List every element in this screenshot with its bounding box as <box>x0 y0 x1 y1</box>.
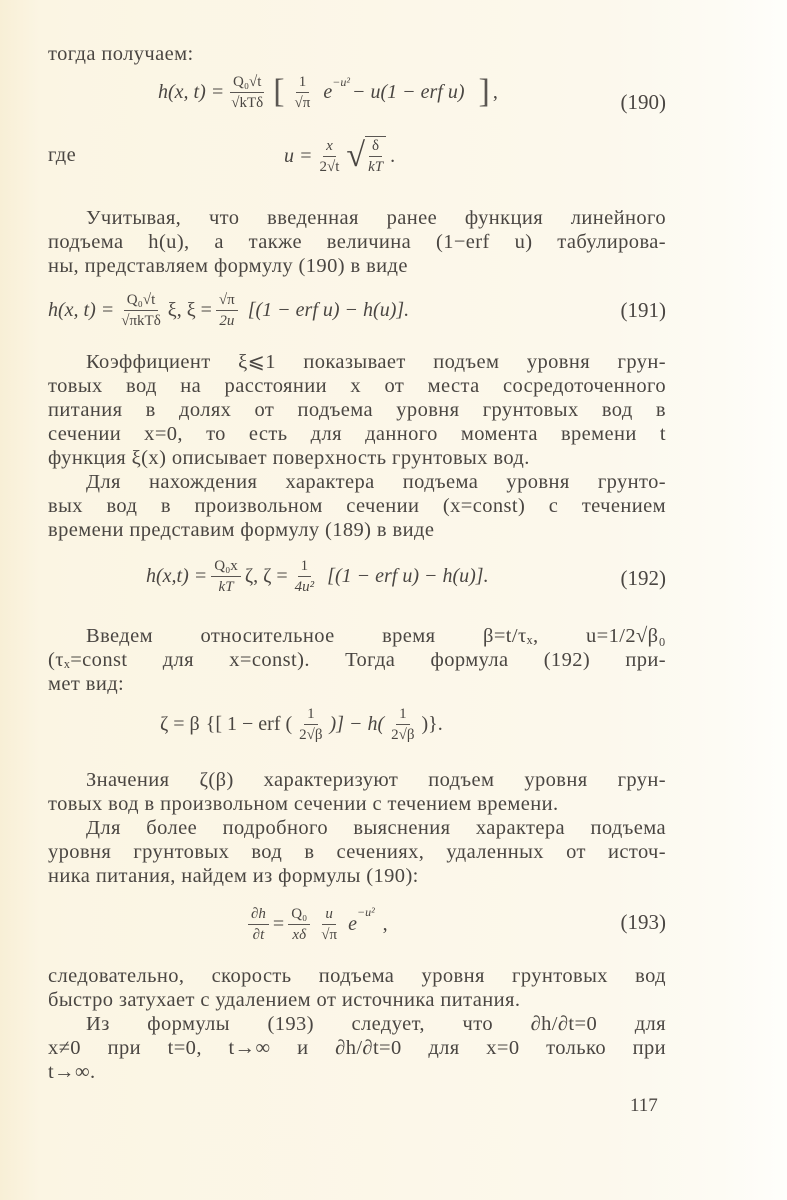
fraction: $\frac{u}{√\pi}$ <box>321 905 338 943</box>
text-line: Учитывая, что введенная ранее функция линейного <box>86 207 666 229</box>
text-line: следовательно, скорость подъема уровня грунтовых вод <box>48 965 666 987</box>
page-number: 117 <box>630 1095 658 1116</box>
equation-190: h(x, t) = $\frac{\text{Q₀√t}}{\text{√kTδ}}$ [ $\frac{1}{√\pi}$ e $^{-u^2}$ − u(1 − erf u) ] , <box>158 73 498 111</box>
fraction: $\frac{\text{Q₀√t}}{\text{√πkTδ}}$ <box>121 291 161 329</box>
equation-191: h(x, t) = $\frac{\text{Q₀√t}}{\text{√πkTδ}}$ ξ, ξ = $\frac{√\pi}{2u}$ [(1 − erf u) − h(u)]. <box>48 291 410 329</box>
equation-u-definition: u = $\frac{x}{2√t}$ √ $\frac{\delta}{kT}$ . <box>284 137 396 175</box>
text-line: Для более подробного выяснения характера подъема <box>86 817 666 839</box>
equation-193: $\frac{\partial h}{\partial t}$ = $\frac{\text{Q₀}}{x\delta}$ $\frac{u}{√\pi}$ e $^{-u^2}$ , <box>244 896 388 952</box>
equation-number: (193) <box>620 910 666 934</box>
equation-zeta-beta: ζ = β {[ 1 − erf ( $\frac{1}{2√\beta}$ )] − h( $\frac{1}{2√\beta}$ )}. <box>160 705 443 743</box>
text-line: быстро затухает с удалением от источника питания. <box>48 989 521 1011</box>
text-line: уровня грунтовых вод в сечениях, удаленных от источ- <box>48 841 666 863</box>
text-line: сечении x=0, то есть для данного момента времени t <box>48 423 666 445</box>
text-line: Коэффициент ξ⩽1 показывает подъем уровня грун- <box>86 351 666 373</box>
text-line: Введем относительное время β=t/τₓ, u=1/2√β₀ <box>86 625 666 647</box>
fraction: $\frac{\delta}{kT}$ <box>365 136 386 176</box>
fraction: $\frac{1}{2√\beta}$ <box>391 705 415 743</box>
text-line: подъема h(u), а также величина (1−erf u) табулирова- <box>48 231 666 253</box>
text-line: питания в долях от подъема уровня грунтовых вод в <box>48 399 666 421</box>
text-line: товых вод в произвольном сечении с течением времени. <box>48 793 559 815</box>
text-line: Из формулы (193) следует, что ∂h/∂t=0 для <box>86 1013 666 1035</box>
text-line: товых вод на расстоянии x от места сосредоточенного <box>48 375 666 397</box>
fraction: $\frac{x}{2√t}$ <box>319 137 340 175</box>
text-line: ника питания, найдем из формулы (190): <box>48 865 419 887</box>
fraction: $\frac{1}{√\pi}$ <box>294 73 311 111</box>
fraction: $\frac{1}{2√\beta}$ <box>299 705 323 743</box>
text-line: (τₓ=const для x=const). Тогда формула (192) при- <box>48 649 666 671</box>
equation-192: h(x,t) = $\frac{\text{Q₀x}}{kT}$ ζ, ζ = $\frac{1}{\text{4u²}}$ [(1 − erf u) − h(u)]. <box>146 557 489 595</box>
text-line: мет вид: <box>48 673 125 695</box>
fraction: $\frac{1}{\text{4u²}}$ <box>294 557 315 595</box>
text-line: x≠0 при t=0, t→∞ и ∂h/∂t=0 для x=0 только при <box>48 1037 666 1059</box>
equation-number: (192) <box>620 566 666 590</box>
equation-number: (190) <box>620 90 666 114</box>
equation-number: (191) <box>620 298 666 322</box>
fraction: $\frac{\text{Q₀x}}{kT}$ <box>211 557 241 596</box>
text-line: вых вод в произвольном сечении (x=const) с течением <box>48 495 666 517</box>
text-line: функция ξ(x) описывает поверхность грунтовых вод. <box>48 447 530 469</box>
fraction: $\frac{\text{Q₀√t}}{\text{√kTδ}}$ <box>231 73 264 111</box>
text-line: Для нахождения характера подъема уровня грунто- <box>86 471 666 493</box>
fraction: $\frac{√\pi}{2u}$ <box>216 291 238 330</box>
text-line: ны, представляем формулу (190) в виде <box>48 255 408 277</box>
text-line: где <box>48 144 77 166</box>
text-line: Значения ζ(β) характеризуют подъем уровня грун- <box>86 769 666 791</box>
fraction: $\frac{\partial h}{\partial t}$ <box>248 905 269 944</box>
text-line: времени представим формулу (189) в виде <box>48 519 435 541</box>
text-line: t→∞. <box>48 1061 96 1083</box>
text-line: тогда получаем: <box>48 43 194 65</box>
fraction: $\frac{\text{Q₀}}{x\delta}$ <box>288 905 310 944</box>
